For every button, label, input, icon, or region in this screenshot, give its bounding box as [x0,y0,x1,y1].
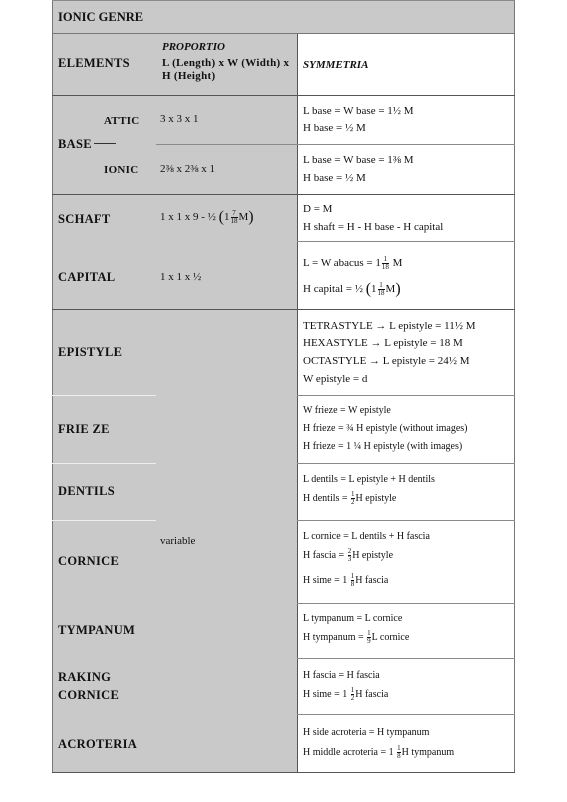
epistyle-bottom-line [297,395,515,396]
label-schaft: SCHAFT [58,212,111,226]
raking-bottom-line [297,714,515,715]
base-connector [94,143,116,144]
acroteria-sym2: H middle acroteria = 1 $\frac{1}{8}$ H tympanum [303,744,455,761]
dentils-sym2: H dentils = $\frac{1}{2}$ H epistyle [303,490,397,507]
tympanum-sym1: L tympanum = L cornice [303,613,403,624]
ionic-sym2: H base = ½ M [303,172,366,184]
epistyle-sym4: W epistyle = d [303,373,368,385]
label-ionic: IONIC [104,164,139,176]
epistyle-sym2: HEXASTYLE → L epistyle = 18 M [303,337,463,349]
variable-proportio: variable [160,535,196,547]
header-elements: ELEMENTS [58,56,130,70]
schaft-sym2: H shaft = H - H base - H capital [303,221,444,233]
attic-sym1: L base = W base = 1½ M [303,105,414,117]
header-symmetria: SYMMETRIA [303,59,369,71]
frieze-bottom-line [297,463,515,464]
schaft-sym1: D = M [303,203,333,215]
schaft-proportio: 1 x 1 x 9 - ½ (1 $\frac{7}{18}$ M) [160,208,254,226]
frieze-sym2: H frieze = ¾ H epistyle (without images) [303,423,468,434]
attic-bottom-line [156,144,515,145]
attic-proportio: 3 x 3 x 1 [160,113,199,125]
epistyle-sym3: OCTASTYLE → L epistyle = 24½ M [303,355,470,367]
ionic-proportio: 2⅜ x 2⅜ x 1 [160,163,215,175]
label-frieze: FRIE ZE [58,422,110,436]
raking-sym1: H fascia = H fascia [303,670,380,681]
base-bottom-line [52,194,515,195]
attic-sym2: H base = ½ M [303,122,366,134]
epistyle-sym1: TETRASTYLE → L epistyle = 11½ M [303,320,476,332]
label-attic: ATTIC [104,115,140,127]
tympanum-bottom-line [297,658,515,659]
cornice-sym3: H sime = 1 $\frac{1}{8}$ H fascia [303,572,389,589]
capital-sym1: L = W abacus = 1 $\frac{1}{18}$ M [303,254,403,271]
label-tympanum: TYMPANUM [58,623,136,637]
label-cornice: CORNICE [58,554,120,568]
ionic-sym1: L base = W base = 1⅜ M [303,154,414,166]
epistyle-left-line [52,395,156,396]
cornice-sym1: L cornice = L dentils + H fascia [303,531,430,542]
label-capital: CAPITAL [58,270,116,284]
border-left [52,0,53,773]
header-bottom-line [52,95,515,96]
frieze-left-line [52,463,156,464]
frieze-sym1: W frieze = W epistyle [303,405,391,416]
schaft-bottom-line [297,241,515,242]
tympanum-sym2: H tympanum = $\frac{1}{9}$ L cornice [303,629,410,646]
capital-bottom-line [52,309,515,310]
dentils-sym1: L dentils = L epistyle + H dentils [303,474,435,485]
label-raking: RAKING [58,670,112,684]
label-acroteria: ACROTERIA [58,737,138,751]
border-bottom [52,772,515,773]
dentils-left-line [52,520,156,521]
cornice-bottom-line [297,603,515,604]
capital-sym2: H capital = ½ (1 $\frac{1}{18}$ M) [303,280,401,298]
capital-proportio: 1 x 1 x ½ [160,271,202,283]
label-epistyle: EPISTYLE [58,345,123,359]
dentils-bottom-line [297,520,515,521]
border-top [52,0,515,1]
label-dentils: DENTILS [58,484,115,498]
frieze-sym3: H frieze = 1 ¼ H epistyle (with images) [303,441,463,452]
label-raking-cornice: CORNICE [58,688,120,702]
table-title: IONIC GENRE [52,0,515,34]
acroteria-sym1: H side acroteria = H tympanum [303,727,430,738]
cornice-sym2: H fascia = $\frac{2}{3}$ H epistyle [303,547,394,564]
raking-sym2: H sime = 1 $\frac{1}{2}$ H fascia [303,686,389,703]
label-base: BASE [58,137,92,151]
header-proportio-sub: L (Length) x W (Width) x H (Height) [162,57,290,82]
ionic-genre-table [52,0,515,773]
header-proportio: PROPORTIO [162,41,225,53]
